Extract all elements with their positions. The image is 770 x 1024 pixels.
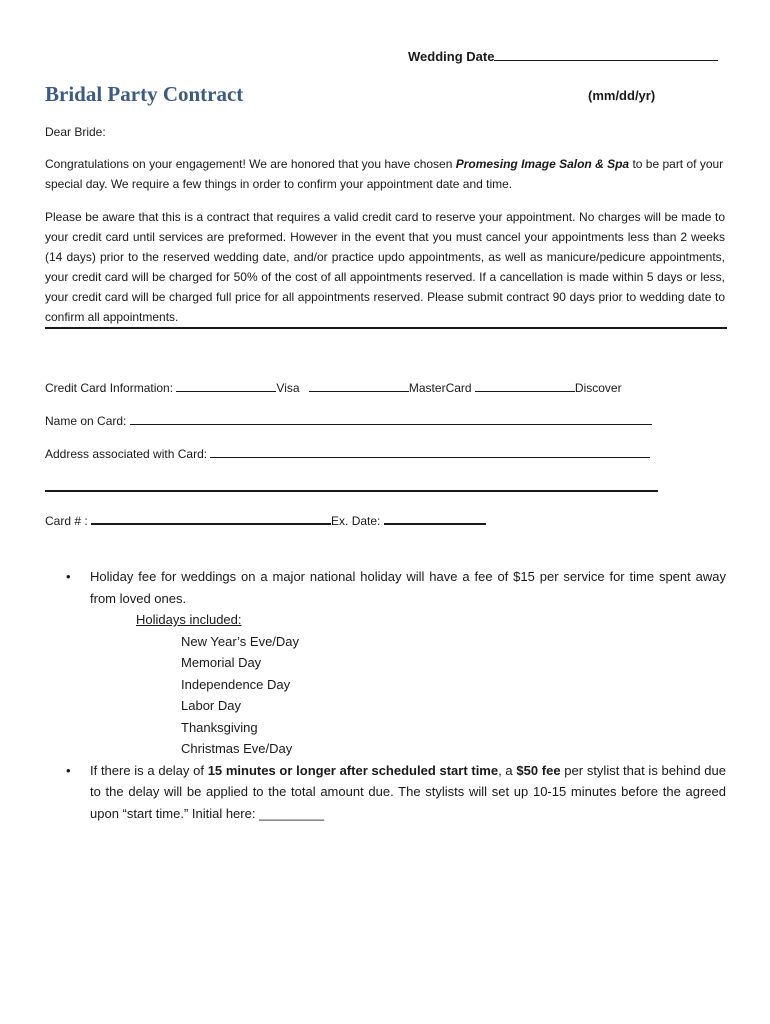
mastercard-label: MasterCard xyxy=(408,381,472,395)
section-divider xyxy=(45,327,727,329)
bullet-icon: • xyxy=(66,762,71,778)
visa-blank[interactable] xyxy=(176,379,276,392)
wedding-date-label: Wedding Date xyxy=(408,49,495,64)
delay-threshold: 15 minutes or longer after scheduled start time xyxy=(207,762,499,778)
visa-label: Visa xyxy=(276,381,300,395)
intro-paragraph xyxy=(45,154,725,194)
policy-list xyxy=(66,566,726,824)
address-second-line-blank[interactable] xyxy=(45,478,658,492)
holidays-heading: Holidays included: xyxy=(136,612,242,627)
page-title: Bridal Party Contract xyxy=(45,82,244,106)
discover-label: Discover xyxy=(574,381,622,395)
mastercard-blank[interactable] xyxy=(309,379,409,392)
wedding-date-field xyxy=(408,48,718,64)
wedding-date-blank[interactable] xyxy=(494,48,718,61)
credit-card-label: Credit Card Information: xyxy=(45,381,174,395)
name-on-card-row xyxy=(45,412,652,428)
holiday-fee-text: Holiday fee for weddings on a major national holiday will have a fee of $15 per service for time spent away from loved ones. xyxy=(90,569,726,606)
credit-card-type-row xyxy=(45,379,622,395)
delay-text-e: per stylist that is behind due to the delay will be applied to the total amount due. The stylists will set up 10-15 minutes before the agreed upon “start time.” Initial here: _________ xyxy=(90,762,726,821)
address-second-line-row xyxy=(45,478,658,494)
delay-fee-amount: $50 fee xyxy=(516,762,561,778)
holiday-item: Independence Day xyxy=(181,676,291,692)
delay-text-a: If there is a delay of xyxy=(90,762,208,778)
exp-date-blank[interactable] xyxy=(384,511,486,525)
card-number-row xyxy=(45,511,486,527)
holiday-item: Christmas Eve/Day xyxy=(181,741,293,756)
intro-text-start: Congratulations on your engagement! We are honored that you have chosen xyxy=(45,157,456,171)
name-on-card-blank[interactable] xyxy=(130,412,652,425)
holiday-item: New Year’s Eve/Day xyxy=(181,633,300,649)
holiday-fee-item xyxy=(66,566,726,760)
salon-name: Promesing Image Salon & Spa xyxy=(455,157,630,171)
discover-blank[interactable] xyxy=(475,379,575,392)
card-number-blank[interactable] xyxy=(91,511,331,525)
exp-date-label: Ex. Date: xyxy=(331,514,381,528)
intro-text-end: to be part of your special day. We require a few things in order to confirm your appointment date and time. xyxy=(45,157,724,191)
address-label: Address associated with Card: xyxy=(45,447,208,461)
delay-text-c: , a xyxy=(498,762,517,778)
holiday-item: Labor Day xyxy=(181,698,241,713)
address-row xyxy=(45,445,650,461)
date-format-hint: (mm/dd/yr) xyxy=(588,88,656,103)
holiday-item: Memorial Day xyxy=(181,655,262,670)
salutation: Dear Bride: xyxy=(45,125,106,139)
delay-fee-item xyxy=(66,760,726,825)
holiday-item: Thanksgiving xyxy=(181,719,258,735)
cancellation-policy-paragraph: Please be aware that this is a contract that requires a valid credit card to reserve your appointment. No charges will be made to your credit card until services are preformed. However in the event that you must cancel your appointments less than 2 weeks (14 days) prior to the reserved wedding date, and/or practice updo appointments, as well as manicure/pedicure appointments, your credit card will be charged for 50% of the cost of all appointments reserved. If a cancellation is made within 5 days or less, your credit card will be charged full price for all appointments reserved. Please submit contract 90 days prior to wedding date to confirm all appointments. xyxy=(45,210,725,324)
name-on-card-label: Name on Card: xyxy=(45,414,127,428)
bullet-icon: • xyxy=(66,569,71,584)
address-blank[interactable] xyxy=(210,445,650,458)
card-number-label: Card # : xyxy=(45,514,88,528)
